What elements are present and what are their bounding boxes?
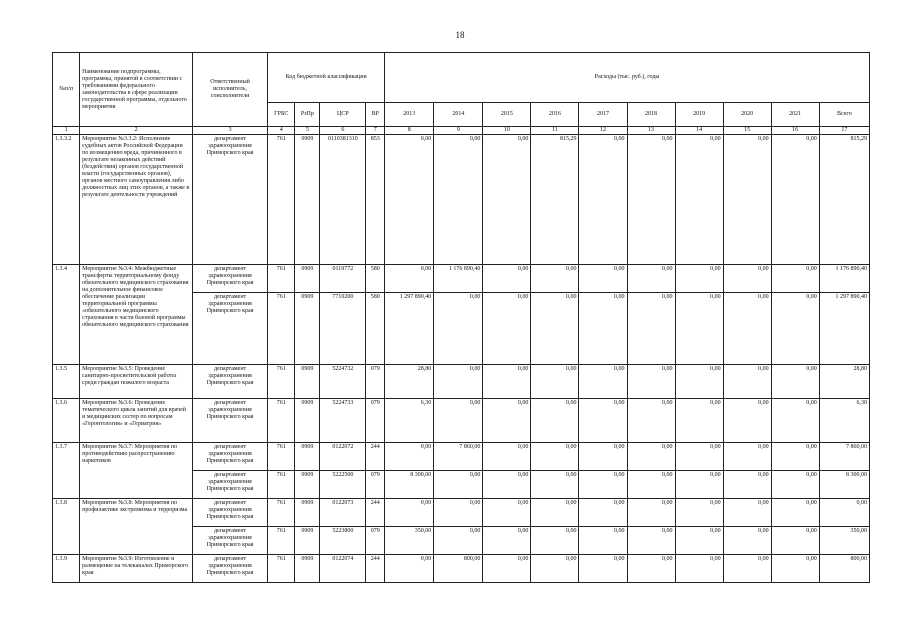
code-rzpr: 0909 bbox=[295, 365, 320, 399]
code-vr: 244 bbox=[366, 443, 385, 471]
measure-name: Мероприятие №3.4: Межбюджетные трансферты территориальному фонду обязательного медицинского страхования на дополнительное финансовое обеспечение реализации территориальной программы «обязательного медицинского страхования в части базовой программы обязательного медицинского страхования bbox=[80, 265, 193, 365]
code-grbs: 761 bbox=[268, 527, 295, 555]
expense-value: 0,00 bbox=[483, 135, 531, 265]
header-year: 2018 bbox=[627, 103, 675, 127]
code-rzpr: 0909 bbox=[295, 399, 320, 443]
expense-value: 0,00 bbox=[723, 135, 771, 265]
responsible-executor: департамент здравоохранения Приморского края bbox=[192, 293, 267, 365]
expense-value: 0,00 bbox=[771, 499, 819, 527]
expense-value: 350,00 bbox=[385, 527, 434, 555]
column-index: 15 bbox=[723, 127, 771, 135]
expense-value: 0,00 bbox=[627, 265, 675, 293]
column-index-row bbox=[53, 127, 870, 135]
expense-value: 0,00 bbox=[483, 265, 531, 293]
code-csr: 0122073 bbox=[320, 499, 366, 527]
expense-value: 0,00 bbox=[579, 499, 627, 527]
header-year: 2013 bbox=[385, 103, 434, 127]
expense-value: 0,00 bbox=[723, 499, 771, 527]
table-row bbox=[53, 365, 870, 399]
expense-value: 1 176 890,40 bbox=[434, 265, 483, 293]
expense-value: 0,00 bbox=[771, 265, 819, 293]
code-csr: 0119772 bbox=[320, 265, 366, 293]
responsible-executor: департамент здравоохранения Приморского края bbox=[192, 399, 267, 443]
row-number: 1.3.3.2 bbox=[53, 135, 80, 265]
header-code: РзПр bbox=[295, 103, 320, 127]
expense-value: 0,00 bbox=[675, 499, 723, 527]
measure-name: Мероприятие №3.6: Проведение тематического цикла занятий для врачей и медицинских сестер по вопросам «Геронтология» и «Гериатрия» bbox=[80, 399, 193, 443]
expense-value: 0,00 bbox=[434, 499, 483, 527]
column-index: 7 bbox=[366, 127, 385, 135]
expense-value: 0,00 bbox=[771, 555, 819, 583]
table-row bbox=[53, 265, 870, 293]
expense-value: 0,00 bbox=[579, 399, 627, 443]
expense-value: 0,00 bbox=[771, 293, 819, 365]
expense-value: 0,00 bbox=[771, 443, 819, 471]
expense-value: 0,00 bbox=[579, 527, 627, 555]
expense-value: 0,00 bbox=[531, 443, 579, 471]
header-year: 2021 bbox=[771, 103, 819, 127]
column-index: 11 bbox=[531, 127, 579, 135]
expense-value: 0,00 bbox=[434, 471, 483, 499]
code-grbs: 761 bbox=[268, 135, 295, 265]
expense-value: 0,00 bbox=[675, 135, 723, 265]
table-body bbox=[53, 127, 870, 583]
code-rzpr: 0909 bbox=[295, 471, 320, 499]
expense-value: 0,00 bbox=[627, 555, 675, 583]
expense-value: 0,00 bbox=[531, 527, 579, 555]
expense-value: 0,00 bbox=[531, 499, 579, 527]
expense-value: 0,00 bbox=[531, 265, 579, 293]
code-vr: 580 bbox=[366, 293, 385, 365]
expense-value: 800,00 bbox=[434, 555, 483, 583]
expense-value: 0,00 bbox=[627, 443, 675, 471]
expense-value: 0,00 bbox=[531, 399, 579, 443]
column-index: 9 bbox=[434, 127, 483, 135]
header-code: ЦСР bbox=[320, 103, 366, 127]
code-grbs: 761 bbox=[268, 265, 295, 293]
header-year: 2016 bbox=[531, 103, 579, 127]
code-csr: 5224732 bbox=[320, 365, 366, 399]
code-grbs: 761 bbox=[268, 555, 295, 583]
header-year: 2014 bbox=[434, 103, 483, 127]
expense-value: 0,00 bbox=[385, 499, 434, 527]
code-rzpr: 0909 bbox=[295, 443, 320, 471]
row-number: 1.3.5 bbox=[53, 365, 80, 399]
code-rzpr: 0909 bbox=[295, 499, 320, 527]
code-grbs: 761 bbox=[268, 399, 295, 443]
header-year: 2017 bbox=[579, 103, 627, 127]
expense-total: 1 176 890,40 bbox=[819, 265, 869, 293]
table-header bbox=[53, 53, 870, 127]
expense-value: 0,00 bbox=[675, 293, 723, 365]
expense-value: 0,00 bbox=[627, 399, 675, 443]
expense-value: 0,00 bbox=[627, 499, 675, 527]
expense-value: 0,00 bbox=[579, 135, 627, 265]
expense-total: 8 300,00 bbox=[819, 471, 869, 499]
table-row bbox=[53, 555, 870, 583]
page-number: 18 bbox=[455, 30, 465, 40]
code-rzpr: 0909 bbox=[295, 527, 320, 555]
expense-value: 0,00 bbox=[627, 135, 675, 265]
expense-total: 1 297 890,40 bbox=[819, 293, 869, 365]
row-number: 1.3.4 bbox=[53, 265, 80, 365]
responsible-executor: департамент здравоохранения Приморского края bbox=[192, 471, 267, 499]
code-csr: 0122072 bbox=[320, 443, 366, 471]
code-rzpr: 0909 bbox=[295, 555, 320, 583]
expense-value: 6,30 bbox=[385, 399, 434, 443]
code-grbs: 761 bbox=[268, 443, 295, 471]
column-index: 16 bbox=[771, 127, 819, 135]
measure-name: Мероприятие №3.7: Мероприятия по противодействию распространению наркотиков bbox=[80, 443, 193, 499]
expense-value: 0,00 bbox=[531, 293, 579, 365]
column-index: 4 bbox=[268, 127, 295, 135]
expense-value: 0,00 bbox=[483, 527, 531, 555]
expense-value: 0,00 bbox=[531, 471, 579, 499]
code-grbs: 761 bbox=[268, 499, 295, 527]
responsible-executor: департамент здравоохранения Приморского края bbox=[192, 365, 267, 399]
code-grbs: 761 bbox=[268, 471, 295, 499]
expense-total: 28,80 bbox=[819, 365, 869, 399]
expense-value: 0,00 bbox=[723, 443, 771, 471]
expense-value: 0,00 bbox=[385, 265, 434, 293]
code-rzpr: 0909 bbox=[295, 135, 320, 265]
expense-total: 0,00 bbox=[819, 499, 869, 527]
expense-value: 0,00 bbox=[675, 471, 723, 499]
header-code: ВР bbox=[366, 103, 385, 127]
expense-value: 0,00 bbox=[483, 293, 531, 365]
expense-total: 6,30 bbox=[819, 399, 869, 443]
code-vr: 079 bbox=[366, 365, 385, 399]
expense-value: 0,00 bbox=[675, 443, 723, 471]
code-csr: 0110381310 bbox=[320, 135, 366, 265]
responsible-executor: департамент здравоохранения Приморского края bbox=[192, 555, 267, 583]
expense-value: 0,00 bbox=[627, 471, 675, 499]
expense-total: 815,29 bbox=[819, 135, 869, 265]
expense-value: 0,00 bbox=[723, 265, 771, 293]
expense-value: 0,00 bbox=[483, 471, 531, 499]
expense-value: 0,00 bbox=[434, 365, 483, 399]
expense-total: 800,00 bbox=[819, 555, 869, 583]
column-index: 12 bbox=[579, 127, 627, 135]
code-csr: 5223800 bbox=[320, 527, 366, 555]
expense-value: 0,00 bbox=[385, 555, 434, 583]
budget-table bbox=[52, 52, 870, 583]
expense-value: 0,00 bbox=[675, 399, 723, 443]
expense-value: 0,00 bbox=[483, 555, 531, 583]
code-rzpr: 0909 bbox=[295, 293, 320, 365]
table-row bbox=[53, 399, 870, 443]
expense-value: 8 300,00 bbox=[385, 471, 434, 499]
responsible-executor: департамент здравоохранения Приморского края bbox=[192, 265, 267, 293]
expense-value: 815,29 bbox=[531, 135, 579, 265]
header-expense-group: Расходы (тыс. руб.), годы bbox=[385, 53, 870, 103]
responsible-executor: департамент здравоохранения Приморского края bbox=[192, 527, 267, 555]
column-index: 14 bbox=[675, 127, 723, 135]
header-total: Всего bbox=[819, 103, 869, 127]
code-vr: 244 bbox=[366, 555, 385, 583]
expense-value: 0,00 bbox=[723, 365, 771, 399]
expense-value: 0,00 bbox=[675, 265, 723, 293]
measure-name: Мероприятие №3.3.2: Исполнение судебных актов Российской Федерации по возмещению вреда, причиненного в результате незаконных действий (бездействия) органов государственной власти (государственных органов), органов местного самоуправления либо должностных лиц этих органов, а также в результате деятельности учреждений bbox=[80, 135, 193, 265]
table-row bbox=[53, 443, 870, 471]
expense-value: 0,00 bbox=[385, 443, 434, 471]
column-index: 6 bbox=[320, 127, 366, 135]
row-number: 1.3.6 bbox=[53, 399, 80, 443]
expense-value: 0,00 bbox=[579, 293, 627, 365]
column-index: 2 bbox=[80, 127, 193, 135]
code-rzpr: 0909 bbox=[295, 265, 320, 293]
code-vr: 244 bbox=[366, 499, 385, 527]
header-responsible: Ответственный исполнитель, соисполнители bbox=[192, 53, 267, 127]
column-index: 17 bbox=[819, 127, 869, 135]
expense-value: 0,00 bbox=[771, 365, 819, 399]
code-csr: 7710200 bbox=[320, 293, 366, 365]
expense-value: 0,00 bbox=[579, 471, 627, 499]
expense-value: 0,00 bbox=[627, 365, 675, 399]
expense-value: 0,00 bbox=[434, 527, 483, 555]
expense-value: 0,00 bbox=[434, 399, 483, 443]
code-vr: 079 bbox=[366, 527, 385, 555]
code-csr: 5224733 bbox=[320, 399, 366, 443]
expense-value: 1 297 890,40 bbox=[385, 293, 434, 365]
header-name: Наименование подпрограммы, программы, принятой в соответствии с требованиями федерального законодательства в сфере реализации государственной программы, отдельного мероприятия bbox=[80, 53, 193, 127]
header-code-group: Код бюджетной классификации bbox=[268, 53, 385, 103]
row-number: 1.3.7 bbox=[53, 443, 80, 499]
expense-value: 0,00 bbox=[723, 293, 771, 365]
expense-value: 0,00 bbox=[531, 555, 579, 583]
expense-value: 0,00 bbox=[483, 365, 531, 399]
code-vr: 079 bbox=[366, 471, 385, 499]
header-year: 2019 bbox=[675, 103, 723, 127]
column-index: 10 bbox=[483, 127, 531, 135]
expense-value: 0,00 bbox=[771, 399, 819, 443]
header-year: 2015 bbox=[483, 103, 531, 127]
expense-value: 0,00 bbox=[723, 527, 771, 555]
measure-name: Мероприятие №3.5: Проведение санитарно-просветительской работы среди граждан пожилого возраста bbox=[80, 365, 193, 399]
row-number: 1.3.8 bbox=[53, 499, 80, 555]
header-year: 2020 bbox=[723, 103, 771, 127]
expense-value: 0,00 bbox=[483, 399, 531, 443]
expense-value: 0,00 bbox=[627, 293, 675, 365]
expense-value: 0,00 bbox=[627, 527, 675, 555]
measure-name: Мероприятие №3.8: Мероприятия по профилактике экстремизма и терроризма bbox=[80, 499, 193, 555]
responsible-executor: департамент здравоохранения Приморского края bbox=[192, 499, 267, 527]
header-code: ГРБС bbox=[268, 103, 295, 127]
expense-value: 0,00 bbox=[675, 365, 723, 399]
code-csr: 5222500 bbox=[320, 471, 366, 499]
expense-value: 0,00 bbox=[579, 555, 627, 583]
measure-name: Мероприятие №3.9: Изготовление и размещение на телеканалах Приморского края bbox=[80, 555, 193, 583]
expense-value: 0,00 bbox=[771, 527, 819, 555]
expense-value: 0,00 bbox=[531, 365, 579, 399]
expense-value: 0,00 bbox=[434, 293, 483, 365]
expense-value: 0,00 bbox=[675, 555, 723, 583]
expense-value: 0,00 bbox=[483, 443, 531, 471]
expense-value: 0,00 bbox=[579, 365, 627, 399]
expense-value: 0,00 bbox=[723, 399, 771, 443]
expense-value: 0,00 bbox=[483, 499, 531, 527]
column-index: 8 bbox=[385, 127, 434, 135]
expense-value: 0,00 bbox=[723, 555, 771, 583]
expense-total: 350,00 bbox=[819, 527, 869, 555]
expense-value: 28,80 bbox=[385, 365, 434, 399]
expense-value: 0,00 bbox=[434, 135, 483, 265]
row-number: 1.3.9 bbox=[53, 555, 80, 583]
code-grbs: 761 bbox=[268, 365, 295, 399]
expense-value: 0,00 bbox=[579, 265, 627, 293]
expense-value: 0,00 bbox=[723, 471, 771, 499]
code-vr: 079 bbox=[366, 399, 385, 443]
column-index: 3 bbox=[192, 127, 267, 135]
expense-total: 7 860,00 bbox=[819, 443, 869, 471]
table-row bbox=[53, 135, 870, 265]
code-vr: 580 bbox=[366, 265, 385, 293]
expense-value: 0,00 bbox=[385, 135, 434, 265]
table-row bbox=[53, 499, 870, 527]
expense-value: 7 860,00 bbox=[434, 443, 483, 471]
expense-value: 0,00 bbox=[675, 527, 723, 555]
column-index: 13 bbox=[627, 127, 675, 135]
responsible-executor: департамент здравоохранения Приморского края bbox=[192, 443, 267, 471]
header-num: №п/п bbox=[53, 53, 80, 127]
code-csr: 0122074 bbox=[320, 555, 366, 583]
column-index: 1 bbox=[53, 127, 80, 135]
code-grbs: 761 bbox=[268, 293, 295, 365]
expense-value: 0,00 bbox=[771, 135, 819, 265]
expense-value: 0,00 bbox=[771, 471, 819, 499]
column-index: 5 bbox=[295, 127, 320, 135]
expense-value: 0,00 bbox=[579, 443, 627, 471]
code-vr: 853 bbox=[366, 135, 385, 265]
responsible-executor: департамент здравоохранения Приморского края bbox=[192, 135, 267, 265]
